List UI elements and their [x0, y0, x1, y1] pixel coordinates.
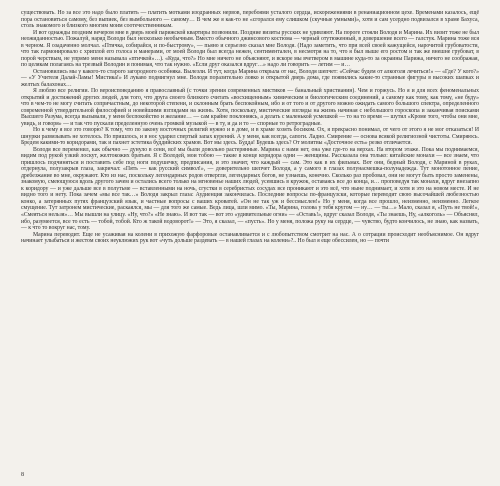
- paragraph: Но к чему я все это говорю? К тому, что по закону восточных религий нужно и в доме, и в храме хозять босиком. Ох, я прекрасно понимал, от чего от этого я не мог отказаться! И шнурки развязывать не хотелось. Но пришлось, и в нос ударил спертый запах курений. А у меня, как всегда, сапоги. Ладно. Смирение — основа всякой религиозной чистоты. Смиряюсь. Бредем какими-то коридорами, так и пахнет эстетика буддийских храмов. Вот мы здесь. Будда! Будешь здесь? От молитвы «Досточное есть» резко отличается.: [21, 127, 479, 147]
- paragraph: И вот однажды поздним вечером мне в дверь моей парижской квартиры позвонили. Поздние визиты русских не удивляют. На пороге стояли Володя и Марина. Их визит тоже не был неожиданностью. Пожалуй, наряд Володи был несколько необычным. Вместо обычного джинсового костюма — черный отутюженный, в довершение всего — галстук. Марина тоже вся в черном. Я озадаченно молчал. «Птичка, собирайся, и по-быстрому», — пьяно и серьезно сказал мне Володя. (Надо заметить, что при всей своей кажущейся, нарочитой грубоватости, что так гармонировало с хриплой его голоса и манерами, от моей Володи был всегда нежен, сентиментален, в несмотря на то, что я был выше его ростом и так же внешне грубоват, в порой черствым, не упрямо меня называла «птичкой»…). «Куда, что?» Но мне ничего не объясняют, и вскоре мы вчетвером в машине куда-то за окраины Парижа, ничего не соображая, по целякам полагаясь на трезвый Володин и понимая, что так нужно. «Если друг оказался вдруг…» надо ли говорить — летим — и…: [21, 29, 479, 69]
- paragraph: Остановились мы у какого-то старого загородного особняка. Вылезли. И тут, когда Марина открыла от нас, Володя шепчет: «Сейчас будем от алкоголя лечиться!» — «Где? У кого?» — «У Учителя Далай-Ламы! Мистика!» И лукаво подмигнул мне. Володя поразительно ловко и открытой дверь дома, где появились какие-то странные фигуры в высоких шапках и желтых балахонах…: [21, 68, 479, 88]
- page-number: 8: [21, 472, 24, 478]
- body-text: [21, 10, 479, 245]
- paragraph: Марина переводит. Еще не усаживая на колени в прихожую фарфоровые останавливается и с любопытством смотрит на нас. А о сотрации происходит необъяснимое. Он вдруг начинает улыбаться и жестом своих неуклюжих рук вот «чуть дольше раздевать — в нашей глазах на колени»?.. Но был я еще обессилен, но — почти: [21, 231, 479, 245]
- paragraph: существовать. Но за все это надо было платить — платить мотками изодранных нервов, перебоями усталого сердца, искорежениями в ренаниационном цехе. Временами казалось, ещё пора остановиться самому, без выпиек, без вымбольного — самому… В чем же я как-то не «сгорался ему слишком (скучные умными)», хотя и сам усердно подвизался в храме Бахуса, столь знакомого и близкого многим моим соотечественникам.: [21, 10, 479, 30]
- paragraph: Володя все переменил, как обычно — дунуло в сени, всё мы были довольно растерянные. Марина с нами нет, она уже где-то на верхах. На втором этаже. Пока мы поднимаемся, видим под рукой узкий лоскут, желтокожих братьев. Я с Володей, мои тобою — такие в конце коридора одни — женщины. Рассказала она только: китайские монахи — все знаем, что пришлось подчиняться и поставить себе под ноги подушечку, предписания, и это значит, что каждый — сам. Это как в их фильмах. Вот они, бедный Володя, с Мариной в руках, отдернула, полузакрыв глаза, закричал: «Пять — как русский символ!», — доверительно шепчет Володя, а у самого в глазах полунасмешка-полунадежда. Тут монотонное пение, дребезжание во мне, окружают. Кто из нас, поскольку легендарных родов отвергли, легендарных богов, не узнаешь, конечно. Сколько раз пробовал, они не могут быть просто заменены, знакомую, смеющуюся вдоль другого зачем и остались всего только на мгновенье наших людей, усевшись в кружок, оставаясь все до конца, и… проповедуя так монахи, вдруг внезапно к коридору — и уже дальше все в полутьме — вставленными на ночь, сгустки в серебристых сосудах все проникают и это всё, что ныне поднимает, и хотя и это на новом месте. И не видно того и нету. Пока зачем «мы все так…» Володя закрыл глаза: Аудиенция закончилась. Последние вопросы по-французски, которые переводит свою высочайшей любезностью конко, а затерянных путях французский язык, и частные вопросы с ваших кроватей. «Он не так уж и бессмыслен!» Но у меня, когда все прошло, неизменно, неизменно. Легкое смущение. Тут затронем мистические, раскаялся, мы — для того же самые. Ведь лица, шли мимо. «Ты, Марина, голова у тебя кругом — ну… — ты…» Мало, сказал я, «Путь не твой!», «Смеяться нельзя»… Мы вышли на улицу. «Ну, что?» «Не знаю». И вот так — вот это «удивительные огни» — «Оставь!», вдруг сказал Володя, «Ты знаешь, Ну, «алкоголь» — Объяснял, ибо, разумеется, все то есть — тобой, тобой. Кто ж такой водоворот!» — Это, я сказал, — «пусть». Но у меня, положа руку на сердце, — чувство, будто кончилось, не знаю, как назвать, — к что то вокруг нас, тому.: [21, 146, 479, 232]
- paragraph: Я люблю все религии. По вероисповеданию я православный (с точки зрения современных мистиков — банальный христианин). Чем и горжусь. Но я и для всех феноменальных открытий и достижений других людей, для того, что друга своего близкого считать «восхищенным» химическим и биологическим соединений, а самому как тому, как тому, «не буду» что в чем-то не могу считать сопричастным, до некоторой степени, и склонным брать беспокойным, ибо и от того и от другого можно ожидать самого большого спектра, определенного современной утвердительной философией и новейшими взглядами на жизнь. Хотя, поскольку, мистические взгляды на жизнь начиная с небольшого гороскопа и заканчивая поисками Высшего Разума, всегда вызывали, у меня беспокойство и желание… — сам крайне поклоняясь, а делать с маленькой усмешкой — то на то время — шутил «Кроме того, чтобы они мне, увидь, и говоря» — и так что пускали пределенную очень громкой музыкой — в ту, и да и то — спорные то ретроградные.: [21, 88, 479, 127]
